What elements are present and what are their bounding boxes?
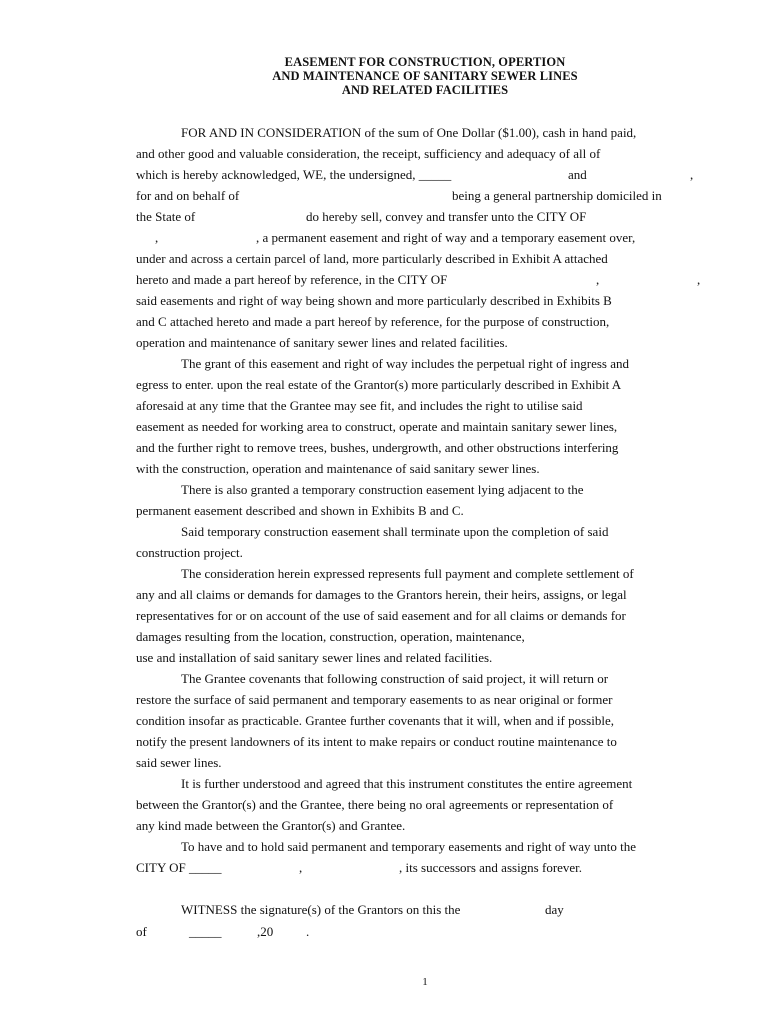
- text-line: , a permanent easement and right of way and a temporary easement over,: [256, 230, 636, 245]
- text-line: do hereby sell, convey and transfer unto the CITY OF: [306, 209, 587, 224]
- text-line: The Grantee covenants that following construction of said project, it will return or: [181, 671, 609, 686]
- page-number: 1: [422, 976, 428, 988]
- text-line: egress to enter. upon the real estate of the Grantor(s) more particularly described in Exhibit A: [136, 377, 622, 392]
- text-line: said sewer lines.: [136, 755, 222, 770]
- text-line: said easements and right of way being shown and more particularly described in Exhibits B: [136, 293, 612, 308]
- text-line: condition insofar as practicable. Grantee further covenants that it will, when and if possible,: [136, 713, 614, 728]
- text-line: the State of: [136, 209, 196, 224]
- text-line: between the Grantor(s) and the Grantee, there being no oral agreements or representation of: [136, 797, 614, 812]
- text-line: Said temporary construction easement shall terminate upon the completion of said: [181, 524, 609, 539]
- text-line: It is further understood and agreed that this instrument constitutes the entire agreement: [181, 776, 633, 791]
- text-line: notify the present landowners of its intent to make repairs or conduct routine maintenance to: [136, 734, 617, 749]
- text-line: .: [306, 924, 310, 939]
- text-line: ,20: [257, 924, 274, 939]
- text-line: and the further right to remove trees, bushes, undergrowth, and other obstructions interfering: [136, 440, 619, 455]
- text-line: restore the surface of said permanent and temporary easements to as near original or former: [136, 692, 613, 707]
- text-line: being a general partnership domiciled in: [452, 188, 662, 203]
- title-line: AND RELATED FACILITIES: [341, 83, 509, 97]
- title-line: EASEMENT FOR CONSTRUCTION, OPERTION: [284, 55, 566, 69]
- text-line: any kind made between the Grantor(s) and Grantee.: [136, 818, 406, 833]
- text-line: aforesaid at any time that the Grantee may see fit, and includes the right to utilise said: [136, 398, 583, 413]
- text-line: ,: [690, 167, 694, 182]
- text-line: , its successors and assigns forever.: [399, 860, 583, 875]
- text-line: ,: [697, 272, 701, 287]
- text-line: and other good and valuable consideration, the receipt, sufficiency and adequacy of all of: [136, 146, 601, 161]
- text-line: and: [568, 167, 587, 182]
- text-line: To have and to hold said permanent and temporary easements and right of way unto the: [181, 839, 637, 854]
- text-line: There is also granted a temporary construction easement lying adjacent to the: [181, 482, 584, 497]
- text-line: ,: [596, 272, 600, 287]
- text-line: ,: [155, 230, 159, 245]
- text-line: WITNESS the signature(s) of the Grantors on this the: [181, 902, 461, 917]
- text-line: FOR AND IN CONSIDERATION of the sum of One Dollar ($1.00), cash in hand paid,: [181, 125, 637, 140]
- text-line: with the construction, operation and maintenance of said sanitary sewer lines.: [136, 461, 540, 476]
- text-line: for and on behalf of: [136, 188, 240, 203]
- text-line: easement as needed for working area to construct, operate and maintain sanitary sewer lines,: [136, 419, 618, 434]
- text-line: and C attached hereto and made a part hereof by reference, for the purpose of construction,: [136, 314, 610, 329]
- text-line: damages resulting from the location, construction, operation, maintenance,: [136, 629, 525, 644]
- text-line: CITY OF _____: [136, 860, 222, 875]
- text-line: of: [136, 924, 147, 939]
- text-line: day: [545, 902, 564, 917]
- text-line: operation and maintenance of sanitary sewer lines and related facilities.: [136, 335, 508, 350]
- text-line: representatives for or on account of the use of said easement and for all claims or demands for: [136, 608, 626, 623]
- text-line: use and installation of said sanitary sewer lines and related facilities.: [136, 650, 493, 665]
- text-line: permanent easement described and shown in Exhibits B and C.: [136, 503, 464, 518]
- text-line: hereto and made a part hereof by reference, in the CITY OF: [136, 272, 448, 287]
- text-line: which is hereby acknowledged, WE, the undersigned, _____: [136, 167, 452, 182]
- text-line: _____: [189, 924, 222, 939]
- text-line: any and all claims or demands for damages to the Grantors herein, their heirs, assigns, or legal: [136, 587, 627, 602]
- text-line: construction project.: [136, 545, 243, 560]
- title-line: AND MAINTENANCE OF SANITARY SEWER LINES: [272, 69, 578, 83]
- text-line: The grant of this easement and right of way includes the perpetual right of ingress and: [181, 356, 630, 371]
- text-line: The consideration herein expressed represents full payment and complete settlement of: [181, 566, 634, 581]
- text-line: under and across a certain parcel of land, more particularly described in Exhibit A attached: [136, 251, 608, 266]
- text-line: ,: [299, 860, 303, 875]
